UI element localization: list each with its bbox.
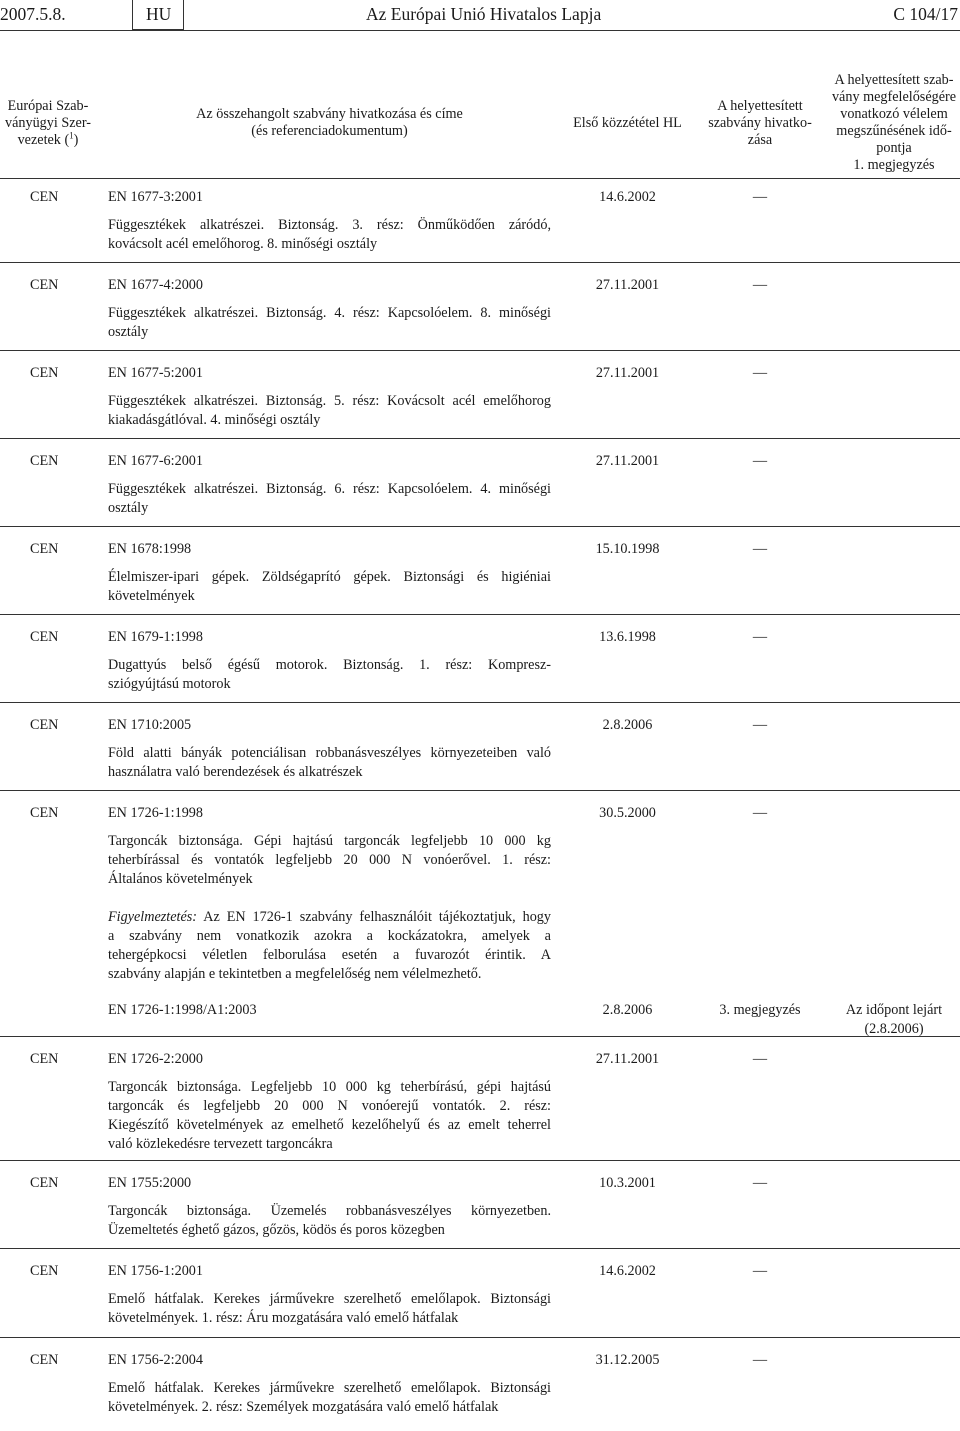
col-replaced-line: A helyettesített: [717, 98, 803, 114]
first-publication-date: 10.3.2001: [599, 1175, 656, 1191]
org-cell: CEN: [30, 717, 59, 733]
replaced-standard: —: [752, 717, 768, 733]
amendment-reference: EN 1726-1:1998/A1:2003: [108, 1002, 257, 1018]
amendment-date: 2.8.2006: [602, 1002, 653, 1018]
row-separator: [0, 790, 960, 791]
title-line: Emelő hátfalak. Kerekes járművekre szerelhető emelőlapok. Biztonsági: [108, 1291, 551, 1307]
first-publication-date: 27.11.2001: [595, 453, 660, 469]
footnote-ref: 1: [69, 130, 74, 141]
amendment-replaced: 3. megjegyzés: [719, 1002, 801, 1018]
first-publication-date: 27.11.2001: [595, 365, 660, 381]
title-line: Föld alatti bányák potenciálisan robbanásveszélyes környezeteiben való: [108, 745, 551, 761]
org-cell: CEN: [30, 1263, 59, 1279]
note-line: tehergépkocsi véletlen felborulása esetén a fuvarozót érintik. A: [108, 947, 551, 963]
title-line: osztály: [108, 324, 149, 340]
standard-title: [108, 216, 551, 254]
replaced-standard: —: [752, 189, 768, 205]
col-title-header: [108, 106, 551, 140]
row-separator: [0, 1248, 960, 1249]
title-line: Üzemeltetés éghető gázos, gőzös, ködös és poros közegben: [108, 1222, 445, 1238]
standard-reference: EN 1756-1:2001: [108, 1263, 203, 1279]
replaced-standard: —: [752, 1263, 768, 1279]
title-line: osztály: [108, 500, 149, 516]
standard-reference: EN 1677-4:2000: [108, 277, 203, 293]
first-publication-date: 13.6.1998: [599, 629, 656, 645]
title-line: követelmények. 1. rész: Áru mozgatására való emelő hátfalak: [108, 1310, 459, 1326]
row-separator: [0, 438, 960, 439]
standard-title: [108, 1379, 551, 1417]
row-separator: [0, 614, 960, 615]
standard-reference: EN 1677-5:2001: [108, 365, 203, 381]
org-cell: CEN: [30, 189, 59, 205]
title-line: Emelő hátfalak. Kerekes járművekre szerelhető emelőlapok. Biztonsági: [108, 1380, 551, 1396]
standard-title: [108, 304, 551, 342]
row-separator: [0, 350, 960, 351]
col-org-header: [0, 98, 96, 149]
col-title-line: Az összehangolt szabvány hivatkozása és címe: [196, 106, 463, 122]
title-line: targoncák és legfeljebb 20 000 N vonóerejű vontatók. 2. rész:: [108, 1098, 551, 1114]
warning-note: [108, 908, 551, 984]
col-org-line: Európai Szab-: [7, 98, 89, 114]
title-line: használatra való berendezések és alkatrészek: [108, 764, 363, 780]
standard-reference: EN 1726-2:2000: [108, 1051, 203, 1067]
standard-title: [108, 832, 551, 889]
org-cell: CEN: [30, 1352, 59, 1368]
org-cell: CEN: [30, 541, 59, 557]
replaced-standard: —: [752, 277, 768, 293]
col-expiry-line: vonatkozó vélelem: [840, 106, 948, 122]
org-cell: CEN: [30, 365, 59, 381]
standard-reference: EN 1678:1998: [108, 541, 192, 557]
standard-title: [108, 1078, 551, 1154]
standard-title: [108, 568, 551, 606]
col-expiry-line: pontja: [876, 140, 912, 156]
title-line: teherbírással és vontatók legfeljebb 20 000 N vonóerővel. 1. rész:: [108, 852, 551, 868]
col-replaced-line: zása: [747, 132, 773, 148]
row-separator: [0, 1337, 960, 1338]
first-publication-date: 14.6.2002: [599, 189, 656, 205]
standard-title: [108, 744, 551, 782]
col-expiry-line: A helyettesített szab-: [834, 72, 954, 88]
org-cell: CEN: [30, 453, 59, 469]
standard-title: [108, 480, 551, 518]
first-publication-date: 14.6.2002: [599, 1263, 656, 1279]
standard-title: [108, 656, 551, 694]
replaced-standard: —: [752, 1051, 768, 1067]
col-expiry-header: [828, 72, 960, 174]
title-line: Targoncák biztonsága. Legfeljebb 10 000 kg teherbírású, gépi hajtású: [108, 1079, 551, 1095]
title-line: követelmények: [108, 588, 195, 604]
journal-title: Az Európai Unió Hivatalos Lapja: [366, 4, 602, 24]
title-line: kovácsolt acél emelőhorog. 8. minőségi osztály: [108, 236, 378, 252]
row-separator: [0, 702, 960, 703]
col-replaced-line: szabvány hivatko-: [708, 115, 812, 131]
first-publication-date: 27.11.2001: [595, 1051, 660, 1067]
language-code: HU: [146, 4, 172, 24]
publication-date: 2007.5.8.: [0, 4, 66, 24]
col-expiry-line: vány megfelelőségére: [831, 89, 957, 105]
col-org-text: vezetek (: [17, 132, 70, 148]
header-rule: [0, 30, 960, 31]
expiry-line: (2.8.2006): [864, 1021, 924, 1037]
title-line: követelmények. 2. rész: Személyek mozgatására való emelő hátfalak: [108, 1399, 499, 1415]
title-line: Általános követelmények: [108, 871, 253, 887]
note-label: Figyelmeztetés:: [108, 909, 198, 925]
col-expiry-line: megszűnésének idő-: [836, 123, 952, 139]
col-title-line: (és referenciadokumentum): [251, 123, 408, 139]
first-publication-date: 15.10.1998: [595, 541, 660, 557]
note-line: [108, 908, 551, 927]
note-line: a szabvány nem vonatkozik azokra a kockázatokra, amelyek a: [108, 928, 551, 944]
col-org-line: ványügyi Szer-: [5, 115, 91, 131]
standard-reference: EN 1756-2:2004: [108, 1352, 203, 1368]
col-replaced-header: [700, 98, 820, 149]
org-cell: CEN: [30, 805, 59, 821]
title-line: Kiegészítő követelmények az emelhető kezelőhelyű és az emelt teherrel: [108, 1117, 551, 1133]
first-publication-date: 30.5.2000: [599, 805, 656, 821]
replaced-standard: —: [752, 629, 768, 645]
standard-title: [108, 1290, 551, 1328]
row-separator: [0, 1160, 960, 1161]
replaced-standard: —: [752, 541, 768, 557]
row-separator: [0, 526, 960, 527]
amendment-expiry: [828, 1001, 960, 1039]
row-separator: [0, 262, 960, 263]
org-cell: CEN: [30, 1051, 59, 1067]
replaced-standard: —: [752, 453, 768, 469]
row-separator: [0, 1036, 960, 1037]
title-line: való közlekedésre tervezett targoncákra: [108, 1136, 333, 1152]
col-firstpub-header: Első közzététel HL: [573, 115, 682, 131]
standard-reference: EN 1726-1:1998: [108, 805, 203, 821]
replaced-standard: —: [752, 805, 768, 821]
first-publication-date: 2.8.2006: [602, 717, 653, 733]
col-org-line: [0, 132, 96, 149]
standard-reference: EN 1755:2000: [108, 1175, 192, 1191]
note-line: szabvány alapján e tekintetben a megfelelőség nem vélelmezhető.: [108, 966, 482, 982]
standard-reference: EN 1677-3:2001: [108, 189, 203, 205]
title-line: sziógyújtású motorok: [108, 676, 231, 692]
org-cell: CEN: [30, 629, 59, 645]
page-reference: C 104/17: [893, 4, 958, 24]
expiry-line: Az időpont lejárt: [845, 1002, 943, 1018]
replaced-standard: —: [752, 1175, 768, 1191]
col-org-text: ): [73, 132, 79, 148]
col-expiry-line: 1. megjegyzés: [853, 157, 935, 173]
first-publication-date: 31.12.2005: [595, 1352, 660, 1368]
first-publication-date: 27.11.2001: [595, 277, 660, 293]
title-line: Targoncák biztonsága. Gépi hajtású targoncák legfeljebb 10 000 kg: [108, 833, 551, 849]
header-bottom-rule: [0, 178, 960, 179]
title-line: Élelmiszer-ipari gépek. Zöldségaprító gépek. Biztonsági és higiéniai: [108, 569, 551, 585]
standard-title: [108, 1202, 551, 1240]
replaced-standard: —: [752, 1352, 768, 1368]
running-header: [0, 0, 960, 30]
title-line: Targoncák biztonsága. Üzemelés robbanásveszélyes környezetben.: [108, 1203, 551, 1219]
note-text: Az EN 1726-1 szabvány felhasználóit tájékoztatjuk, hogy: [203, 909, 551, 925]
title-line: Függesztékek alkatrészei. Biztonság. 4. rész: Kapcsolóelem. 8. minőségi: [108, 305, 551, 321]
standard-reference: EN 1677-6:2001: [108, 453, 203, 469]
title-line: Függesztékek alkatrészei. Biztonság. 5. rész: Kovácsolt acél emelőhorog: [108, 393, 551, 409]
title-line: Függesztékek alkatrészei. Biztonság. 6. rész: Kapcsolóelem. 4. minőségi: [108, 481, 551, 497]
org-cell: CEN: [30, 1175, 59, 1191]
org-cell: CEN: [30, 277, 59, 293]
standard-reference: EN 1679-1:1998: [108, 629, 203, 645]
title-line: Függesztékek alkatrészei. Biztonság. 3. rész: Önműködően záródó,: [108, 217, 551, 233]
title-line: kiakadásgátlóval. 4. minőségi osztály: [108, 412, 321, 428]
standard-reference: EN 1710:2005: [108, 717, 192, 733]
standard-title: [108, 392, 551, 430]
replaced-standard: —: [752, 365, 768, 381]
title-line: Dugattyús belső égésű motorok. Biztonság. 1. rész: Kompresz-: [108, 657, 551, 673]
